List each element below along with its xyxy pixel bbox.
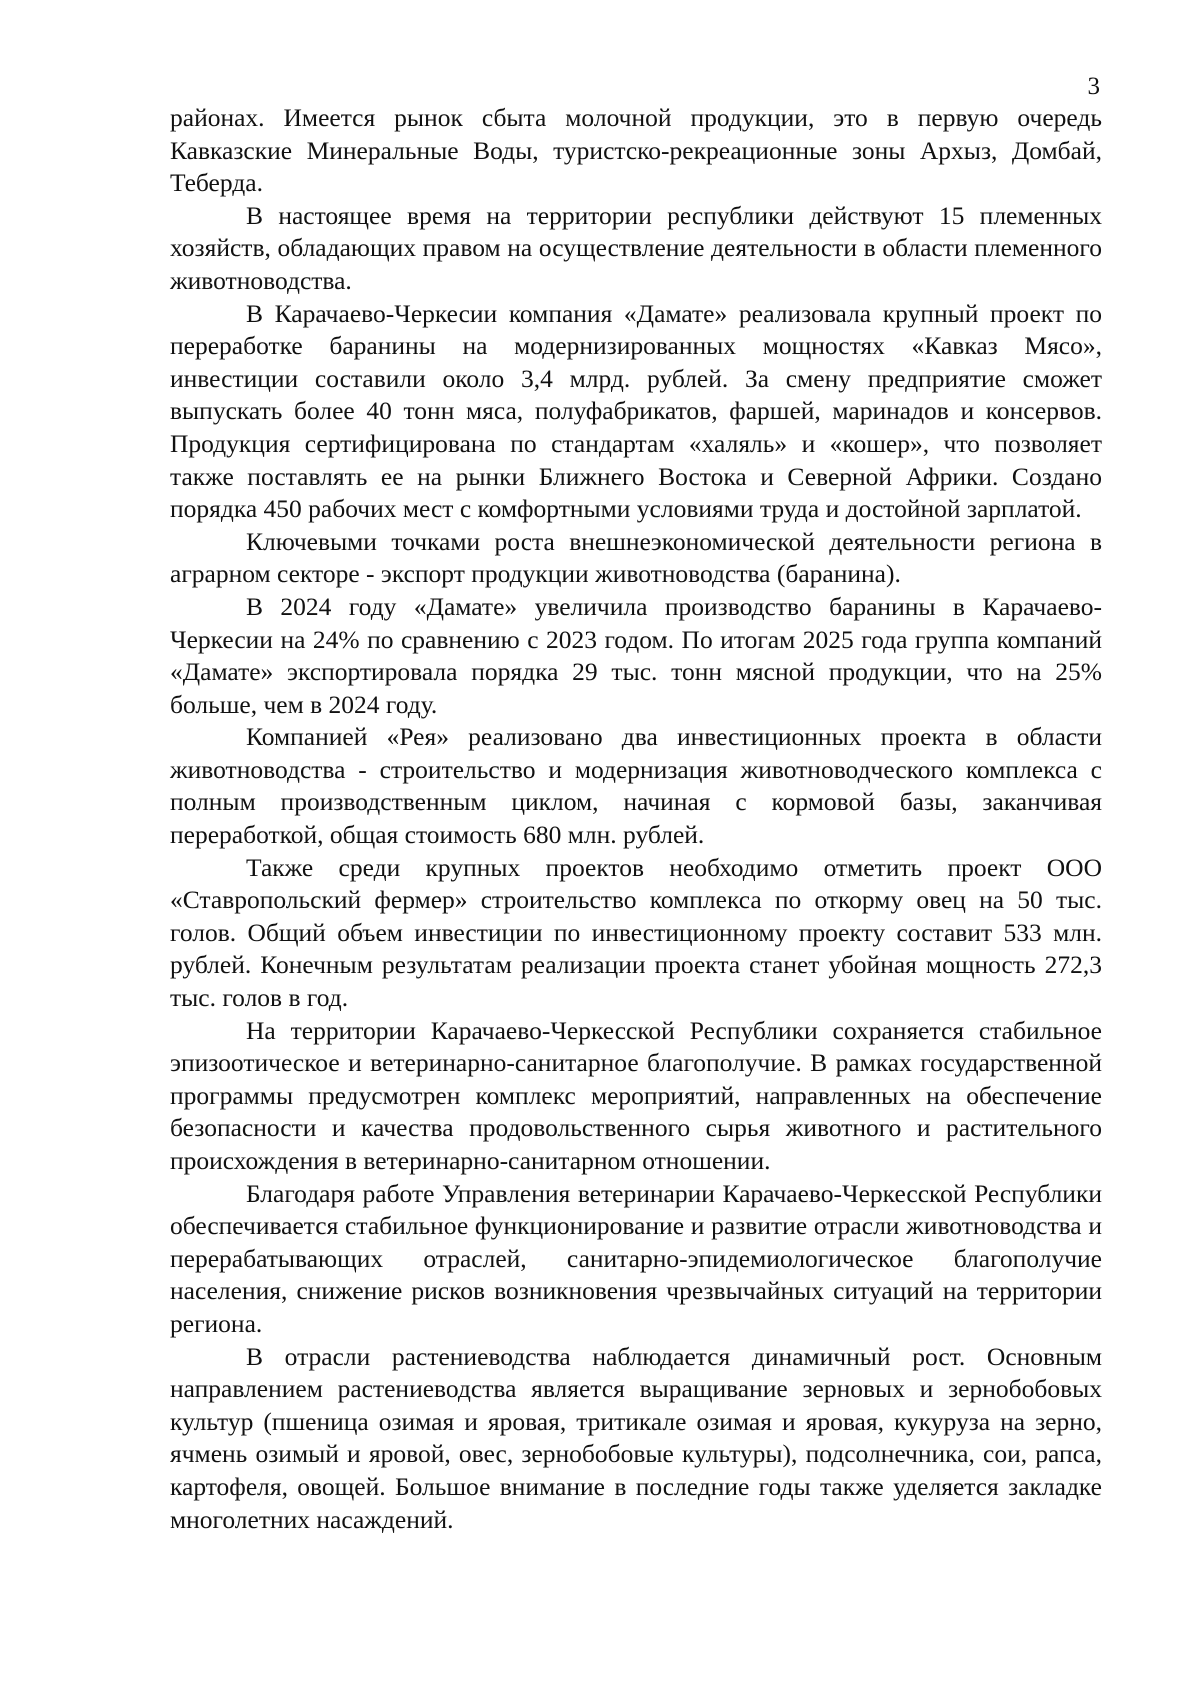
paragraph-10: В отрасли растениеводства наблюдается динамичный рост. Основным направлением растениеводства является выращивание зерновых и зернобобовых культур (пшеница озимая и яровая, тритикале озимая и яровая, кукуруза на зерно, ячмень озимый и яровой, овес, зернобобовые культуры), подсолнечника, сои, рапса, картофеля, овощей. Большое внимание в последние годы также уделяется закладке многолетних насаждений. xyxy=(170,1341,1102,1534)
paragraph-3: В Карачаево-Черкесии компания «Дамате» реализовала крупный проект по переработке баранины на модернизированных мощностях «Кавказ Мясо», инвестиции составили около 3,4 млрд. рублей. За смену предприятие сможет выпускать более 40 тонн мяса, полуфабрикатов, фаршей, маринадов и консервов. Продукция сертифицирована по стандартам «халяль» и «кошер», что позволяет также поставлять ее на рынки Ближнего Востока и Северной Африки. Создано порядка 450 рабочих мест с комфортными условиями труда и достойной зарплатой. xyxy=(170,298,1102,524)
page-number: 3 xyxy=(1087,73,1100,100)
paragraph-4: Ключевыми точками роста внешнеэкономической деятельности региона в аграрном секторе - экспорт продукции животноводства (баранина). xyxy=(170,526,1102,589)
paragraph-8: На территории Карачаево-Черкесской Республики сохраняется стабильное эпизоотическое и ветеринарно-санитарное благополучие. В рамках государственной программы предусмотрен комплекс мероприятий, направленных на обеспечение безопасности и качества продовольственного сырья животного и растительного происхождения в ветеринарно-санитарном отношении. xyxy=(170,1015,1102,1175)
paragraph-6: Компанией «Рея» реализовано два инвестиционных проекта в области животноводства - строительство и модернизация животноводческого комплекса с полным производственным циклом, начиная с кормовой базы, заканчивая переработкой, общая стоимость 680 млн. рублей. xyxy=(170,722,1102,850)
paragraph-5: В 2024 году «Дамате» увеличила производство баранины в Карачаево-Черкесии на 24% по сравнению с 2023 годом. По итогам 2025 года группа компаний «Дамате» экспортировала порядка 29 тыс. тонн мясной продукции, что на 25% больше, чем в 2024 году. xyxy=(170,591,1102,719)
paragraph-9: Благодаря работе Управления ветеринарии Карачаево-Черкесской Республики обеспечивается стабильное функционирование и развитие отрасли животноводства и перерабатывающих отраслей, санитарно-эпидемиологическое благополучие населения, снижение рисков возникновения чрезвычайных ситуаций на территории региона. xyxy=(170,1178,1102,1338)
paragraph-1: районах. Имеется рынок сбыта молочной продукции, это в первую очередь Кавказские Минеральные Воды, туристско-рекреационные зоны Архыз, Домбай, Теберда. xyxy=(170,103,1102,198)
document-body xyxy=(170,102,1102,1536)
paragraph-2: В настоящее время на территории республики действуют 15 племенных хозяйств, обладающих правом на осуществление деятельности в области племенного животноводства. xyxy=(170,200,1102,295)
paragraph-7: Также среди крупных проектов необходимо отметить проект ООО «Ставропольский фермер» строительство комплекса по откорму овец на 50 тыс. голов. Общий объем инвестиции по инвестиционному проекту составит 533 млн. рублей. Конечным результатам реализации проекта станет убойная мощность 272,3 тыс. голов в год. xyxy=(170,852,1102,1013)
